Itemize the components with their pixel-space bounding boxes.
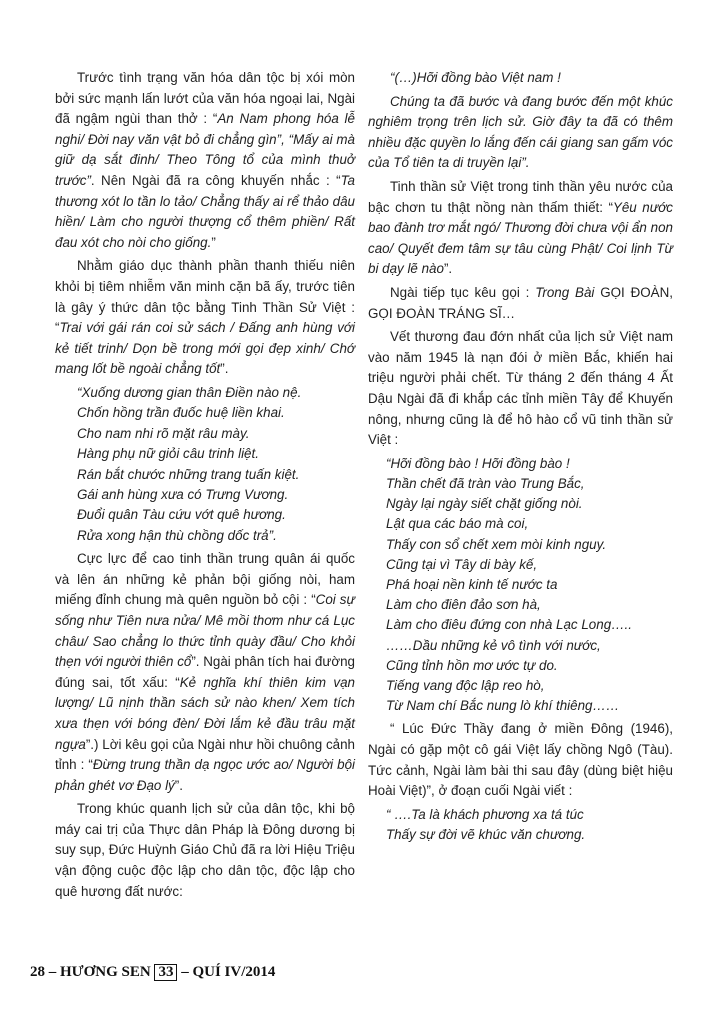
verse-line: Làm cho điêu đứng con nhà Lạc Long….. [386,617,632,633]
verse-line: Tiếng vang độc lập reo hò, [386,677,545,693]
verse-line: Cũng tại vì Tây di bày kế, [386,556,538,572]
paragraph: Nhằm giáo dục thành phần thanh thiếu niên khỏi bị tiêm nhiễm văn minh cặn bã ấy, trước tiên là gây ý thức dân tộc bằng Tinh Thần Sử Việt : “Trai với gái rán coi sử sách / Đấng anh hùng với kẻ tiết trinh/ Dọn bề trong mới gọi đẹp xinh/ Chớ mang lốt bề ngoài chẳng tốt”. [55,258,355,377]
verse-line: “Xuống dương gian thân Điền nào nệ. [77,384,302,400]
verse-line: “ ….Ta là khách phương xa tá túc [386,806,584,822]
verse-block [368,454,673,717]
quote: Coi sự sống như Tiên nưa nửa/ Mê mồi thơm như cá Lục châu/ Sao chẳng lo thức tỉnh quày đầu/ Cho khỏi thẹn với người thiên cổ [55,592,355,670]
paragraph: Trong khúc quanh lịch sử của dân tộc, khi bộ máy cai trị của Thực dân Pháp là Đông dương bị suy sụp, Đức Huỳnh Giáo Chủ đã ra lời Hiệu Triệu vận động cuộc độc lập cho dân tộc, độc lập cho quê hương đất nước: [55,801,355,899]
page-footer: 28 – HƯƠNG SEN 33 – QUÍ IV/2014 [30,964,276,980]
magazine-name: HƯƠNG SEN [60,964,151,980]
verse-line: Ngày lại ngày siết chặt giống nòi. [386,496,583,512]
paragraph: Ngài tiếp tục kêu gọi : Trong Bài GỌI ĐOÀN, GỌI ĐOÀN TRÁNG SĨ… [368,284,674,321]
issue-quarter: QUÍ IV/2014 [192,964,276,980]
verse-line: Thấy con sổ chết xem mòi kinh nguy. [386,536,607,552]
paragraph: “ Lúc Đức Thầy đang ở miền Đông (1946), Ngài có gặp một cô gái Việt lấy chồng Ngô (Tàu). Tức cảnh, Ngài làm bài thi sau đây (dùng biệt hiệu Hoài Việt)”, ở đoạn cuối Ngài viết : [368,721,673,799]
paragraph: Tinh thần sử Việt trong tinh thần yêu nước của bậc chơn tu thật nồng nàn thấm thiết: “Yêu nước bao đành trơ mắt ngó/ Thương đời chưa vội ẩn non cao/ Quyết đem tâm sự tâu cùng Phật/ Coi lịnh Từ bi dạy lẽ nào”. [368,178,673,277]
paragraph: Vết thương đau đớn nhất của lịch sử Việt nam vào năm 1945 là nạn đói ở miền Bắc, khiến hai triệu người phải chết. Từ tháng 2 đến tháng 4 Ất Dậu Ngài đã đi khắp các tỉnh miền Tây để Khuyến nông, nhưng cũng là để hô hào cổ vũ tinh thần sử Việt : [368,329,673,448]
verse-line: Rán bắt chước những trang tuấn kiệt. [77,466,300,482]
verse-line: Đuổi quân Tàu cứu vớt quê hương. [77,507,286,523]
paragraph: Cực lực để cao tinh thần trung quân ái quốc và lên án những kẻ phản bội giống nòi, ham miếng đỉnh chung mà quên nguồn bỏ cội : “Coi sự sống như Tiên nưa nửa/ Mê mồi thơm như cá Lục châu/ Sao chẳng lo thức tỉnh quày đầu/ Cho khỏi thẹn với người thiên cổ”. Ngài phân tích hai đường đúng sai, tốt xấu: “Kẻ nghĩa khí thiên kim vạn lượng/ Lũ nịnh thần sách sử nào khen/ Xem tích xưa thẹn với bóng đèn/ Đời lắm kẻ đầu trâu mặt ngựa”.) Lời kêu gọi của Ngài như hồi chuông cảnh tỉnh : “Đừng trung thần dạ ngọc ước ao/ Người bội phản ghét vơ Đạo lý”. [55,551,356,793]
quote: Ta thương xót lo tần lo tảo/ Chẳng thấy ai rể thảo dâu hiền/ Làm cho người thượng cổ thêm phiền/ Rất đau xót cho nòi cho giống. [55,172,355,250]
left-column [55,68,355,905]
verse-line: Phá hoại nền kinh tế nước ta [386,576,558,592]
verse-line: Rửa xong hận thù chồng dốc trả”. [77,527,277,543]
verse-line: Cho nam nhi rõ mặt râu mày. [77,425,250,441]
verse-block [55,383,355,546]
paragraph: Chúng ta đã bước và đang bước đến một khúc nghiêm trọng trên lịch sử. Giờ đây ta đã có thêm nhiều đặc quyền lo lắng đến cái giang san gấm vóc của Tổ tiên ta di truyền lại”. [368,93,673,171]
verse-line: Chốn hồng trần đuốc huệ liền khai. [77,405,285,421]
quote: Trai với gái rán coi sử sách / Đấng anh hùng với kẻ tiết trinh/ Dọn bề trong mới gọi đẹp xinh/ Chớ mang lốt bề ngoài chẳng tốt [55,320,355,377]
quote: An Nam phong hóa lễ nghi/ Đời nay văn vật bỏ đi chẳng gìn”, “Mấy ai mà giữ dạ sắt đinh/ Theo Tông tổ của mình thuở trước” [55,111,355,188]
verse-block [368,805,673,845]
verse-line: Làm cho điên đảo sơn hà, [386,597,541,613]
verse-line: Từ Nam chí Bắc nung lò khí thiêng…… [386,698,620,714]
verse-line: Lật qua các báo mà coi, [386,516,529,532]
paragraph: “(…)Hỡi đồng bào Việt nam ! [390,70,561,85]
quote: Đừng trung thần dạ ngọc ước ao/ Người bội phản ghét vơ Đạo lý [55,757,356,793]
verse-line: “Hỡi đồng bào ! Hỡi đồng bào ! [386,455,570,471]
issue-number: 33 [154,964,177,981]
verse-line: Gái anh hùng xưa có Trưng Vương. [77,486,289,502]
quote: Yêu nước bao đành trơ mắt ngó/ Thương đời chưa vội ẩn non cao/ Quyết đem tâm sự tâu cùng Phật/ Coi lịnh Từ bi dạy lẽ nào [368,199,673,277]
quote: Kẻ nghĩa khí thiên kim vạn lượng/ Lũ nịnh thần sách sử nào khen/ Xem tích xưa thẹn với bóng đèn/ Đời lắm kẻ đầu trâu mặt ngựa [55,674,355,752]
verse-line: ……Dầu những kẻ vô tình với nước, [386,637,601,653]
verse-line: Thấy sự đời vẽ khúc văn chương. [386,826,586,842]
page-number: 28 [30,964,45,980]
paragraph: Trước tình trạng văn hóa dân tộc bị xói mòn bởi sức mạnh lấn lướt của văn hóa ngoại lai, Ngài đã ngậm ngùi than thở : “An Nam phong hóa lễ nghi/ Đời nay văn vật bỏ đi chẳng gìn”, “Mấy ai mà giữ dạ sắt đinh/ Theo Tông tổ của mình thuở trước”. Nên Ngài đã ra công khuyến nhắc : “Ta thương xót lo tần lo tảo/ Chẳng thấy ai rể thảo dâu hiền/ Làm cho người thượng cổ thêm phiền/ Rất đau xót cho nòi cho giống.” [55,70,355,250]
right-column [368,68,673,845]
verse-line: Hàng phụ nữ giỏi câu trinh liệt. [77,446,259,462]
verse-line: Cũng tỉnh hồn mơ ước tự do. [386,657,558,673]
verse-line: Thần chết đã tràn vào Trung Bắc, [386,475,585,491]
